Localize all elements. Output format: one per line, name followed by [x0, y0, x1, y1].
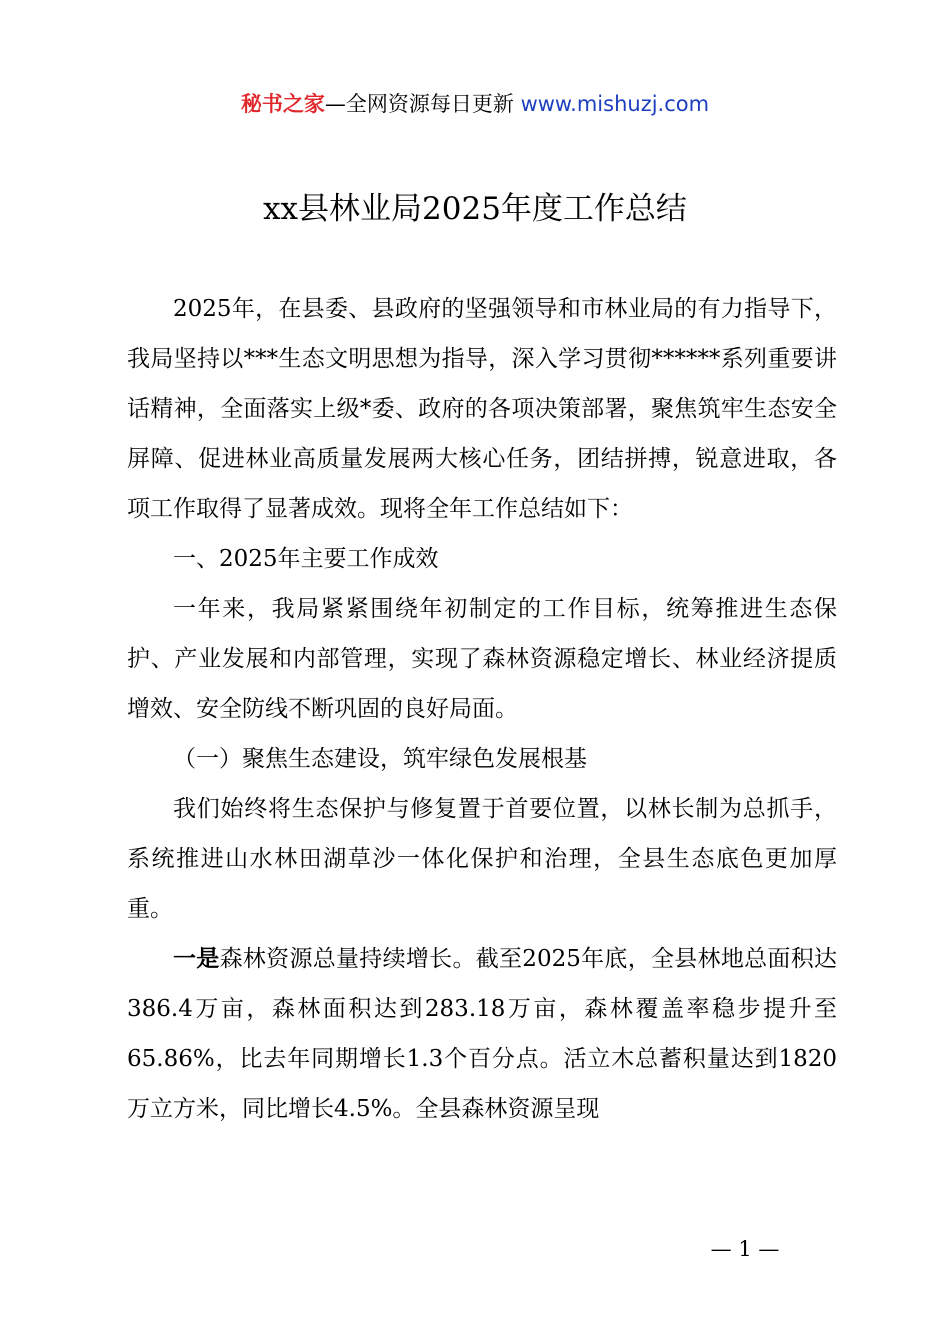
site-url[interactable]: www.mishuzj.com — [520, 92, 710, 116]
paragraph-point-1 — [127, 934, 837, 1134]
paragraph-ecology: 我们始终将生态保护与修复置于首要位置，以林长制为总抓手，系统推进山水林田湖草沙一体化保护和治理，全县生态底色更加厚重。 — [127, 796, 837, 922]
section-heading-1: 一、2025年主要工作成效 — [173, 546, 439, 572]
point-1-text: 森林资源总量持续增长。截至2025年底，全县林地总面积达386.4万亩，森林面积达到283.18万亩，森林覆盖率稳步提升至65.86%，比去年同期增长1.3个百分点。活立木总蓄积量达到1820万立方米，同比增长4.5%。全县森林资源呈现 — [127, 946, 837, 1122]
site-header — [0, 88, 950, 118]
paragraph-intro: 2025年，在县委、县政府的坚强领导和市林业局的有力指导下，我局坚持以***生态文明思想为指导，深入学习贯彻******系列重要讲话精神，全面落实上级*委、政府的各项决策部署，聚焦筑牢生态安全屏障、促进林业高质量发展两大核心任务，团结拼搏，锐意进取，各项工作取得了显著成效。现将全年工作总结如下： — [127, 296, 837, 522]
site-tagline: —全网资源每日更新 — [324, 92, 521, 116]
subsection-heading-1: （一）聚焦生态建设，筑牢绿色发展根基 — [173, 746, 587, 772]
paragraph-summary: 一年来，我局紧紧围绕年初制定的工作目标，统筹推进生态保护、产业发展和内部管理，实现了森林资源稳定增长、林业经济提质增效、安全防线不断巩固的良好局面。 — [127, 596, 837, 722]
site-brand: 秘书之家 — [240, 92, 325, 116]
document-body — [127, 284, 837, 1134]
page-number: — 1 — — [710, 1237, 780, 1261]
document-title: xx县林业局2025年度工作总结 — [263, 191, 687, 227]
point-1-lead: 一是 — [173, 945, 220, 972]
